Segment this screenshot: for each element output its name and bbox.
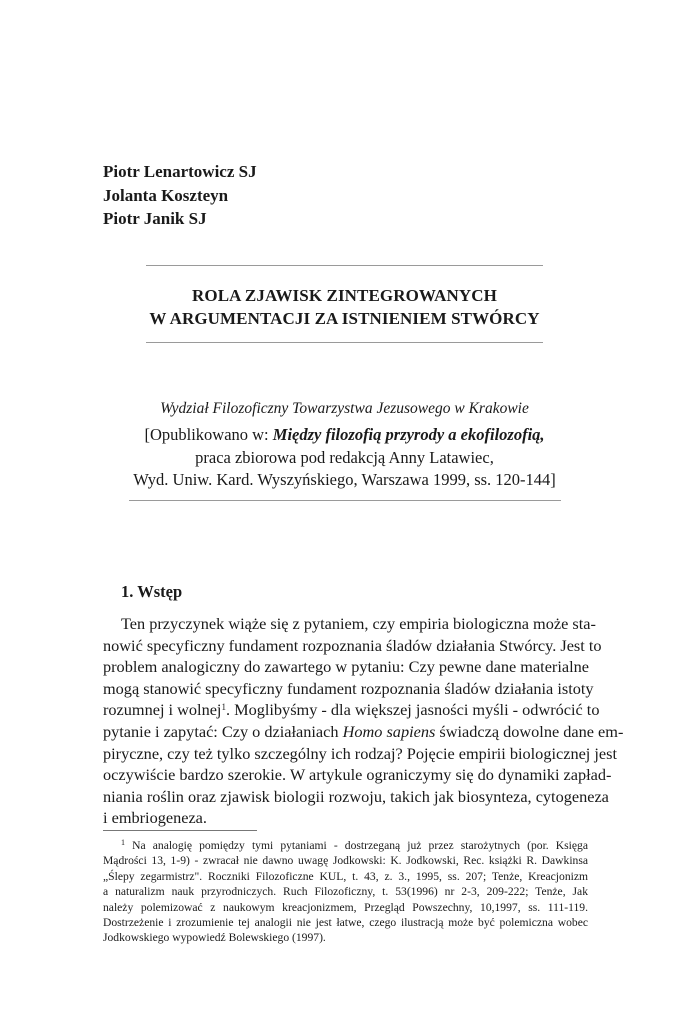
publication-info — [100, 424, 589, 492]
title-line: ROLA ZJAWISK ZINTEGROWANYCH — [192, 286, 497, 305]
footnote-divider — [103, 830, 257, 831]
body-text-fragment: . Moglibyśmy - dla większej jasności myśli - odwrócić to — [225, 700, 600, 720]
footnote-reference: 1 — [221, 702, 226, 713]
body-line: Ten przyczynek wiąże się z pytaniem, czy empiria biologiczna może sta- — [121, 614, 596, 633]
footnote-line: Jodkowskiego wypowiedź Bolewskiego (1997). — [103, 931, 326, 945]
author-name: Piotr Lenartowicz SJ — [103, 162, 257, 181]
body-text-fragment: pytanie i zapytać: Czy o działaniach — [103, 721, 343, 741]
title-line: W ARGUMENTACJI ZA ISTNIENIEM STWÓRCY — [149, 309, 540, 328]
affiliation: Wydział Filozoficzny Towarzystwa Jezusowego w Krakowie — [160, 400, 529, 417]
body-line — [103, 721, 624, 743]
publication-line-2: praca zbiorowa pod redakcją Anny Latawiec, — [195, 447, 494, 467]
body-line: problem analogiczny do zawartego w pytaniu: Czy pewne dane materialne — [103, 657, 589, 677]
author-list — [103, 160, 257, 231]
body-line: nowić specyficzny fundament rozpoznania śladów działania Stwórcy. Jest to — [103, 635, 602, 655]
title-bottom-divider — [146, 342, 543, 343]
body-line: niania roślin oraz zjawisk biologii rozwoju, takich jak biosynteza, cytogeneza — [103, 786, 609, 806]
footnote-line — [103, 838, 588, 853]
footnote-line: a naturalizm nauk przyrodniczych. Ruch Filozoficzny, t. 53(1996) nr 2-3, 209-222; Tenże, Jak — [103, 885, 588, 899]
footnote-text: Na analogię pomiędzy tymi pytaniami - dostrzeganą już przez starożytnych (por. Księga — [125, 839, 588, 852]
publication-line-3: Wyd. Uniw. Kard. Wyszyńskiego, Warszawa 1999, ss. 120-144] — [133, 470, 556, 489]
body-line: i embriogeneza. — [103, 808, 207, 828]
body-text-fragment: świadczą dowolne dane em- — [435, 721, 624, 741]
article-title — [100, 284, 589, 330]
header-bottom-divider — [129, 500, 561, 501]
footnote-line: należy polemizować z naukowym kreacjonizmem, Przegląd Powszechny, 10,1997, ss. 111-119. — [103, 900, 588, 914]
author-name: Jolanta Koszteyn — [103, 185, 229, 205]
body-text-fragment: rozumnej i wolnej — [103, 700, 222, 720]
publication-book-title: Między filozofią przyrody a ekofilozofią, — [272, 425, 545, 444]
footnote-marker: 1 — [121, 838, 125, 847]
body-line: oczywiście bardzo szerokie. W artykule ograniczymy się do dynamiki zapład- — [103, 765, 612, 785]
body-line: piryczne, czy też tylko szczególny ich rodzaj? Pojęcie empirii biologicznej jest — [103, 743, 618, 763]
footnote-line: „Ślepy zegarmistrz". Roczniki Filozoficzne KUL, t. 43, z. 3., 1995, ss. 207; Tenże, Kreacjonizm — [103, 869, 588, 883]
publication-prefix: [Opublikowano w: — [144, 425, 273, 444]
footnote — [103, 838, 588, 946]
footnote-line: Mądrości 13, 1-9) - zwracał nie dawno uwagę Jodkowski: K. Jodkowski, Rec. książki R. Dawkinsa — [103, 854, 588, 868]
author-name: Piotr Janik SJ — [103, 209, 207, 228]
publication-line-1 — [100, 424, 589, 447]
body-paragraph — [103, 613, 624, 829]
body-line: mogą stanowić specyficzny fundament rozpoznania śladów działania istoty — [103, 678, 594, 698]
body-line — [103, 699, 600, 721]
section-heading: 1. Wstęp — [121, 582, 183, 601]
title-top-divider — [146, 265, 543, 266]
footnote-line: Dostrzeżenie i zrozumienie tej analogii nie jest łatwe, czego ilustracją może być polemiczna wobec — [103, 915, 588, 929]
species-name: Homo sapiens — [342, 721, 436, 741]
